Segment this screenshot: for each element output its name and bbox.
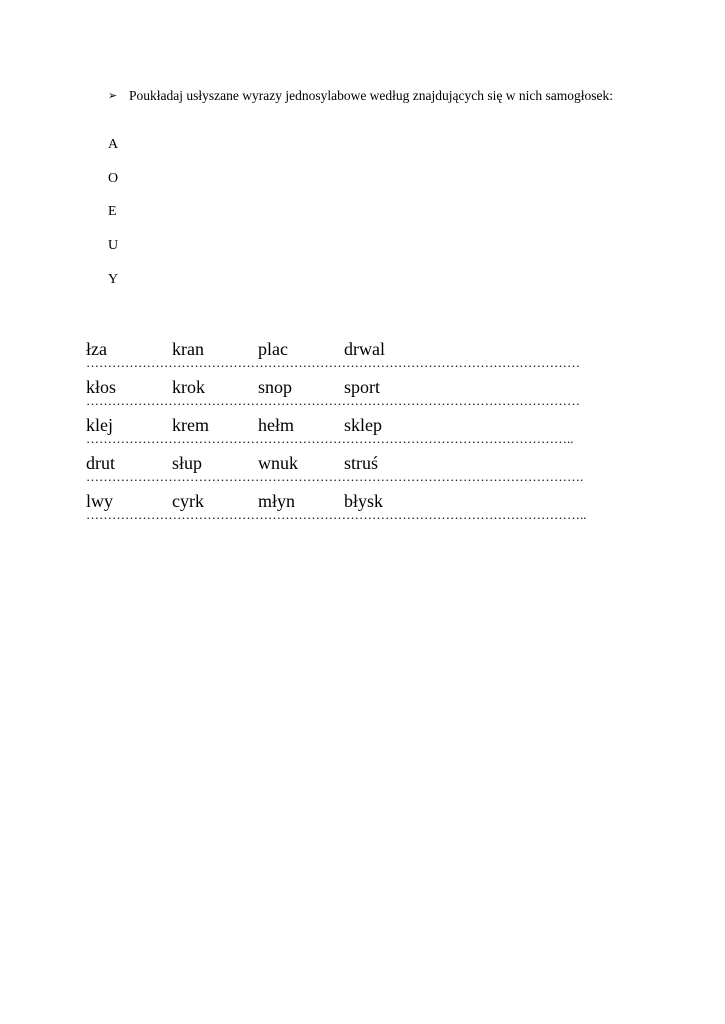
word: klej — [86, 415, 113, 435]
instruction — [108, 88, 639, 104]
word-row-2 — [86, 376, 646, 408]
answer-dotted-line: …………………………………………………………………………………………………… — [86, 393, 580, 408]
word-row-1 — [86, 338, 646, 370]
word: łza — [86, 339, 107, 359]
word: drwal — [344, 339, 385, 359]
answer-dotted-line: ……………………………………………………………………………………………………. — [86, 469, 584, 484]
word-row-4 — [86, 452, 646, 484]
word-row-5 — [86, 490, 646, 522]
word: krok — [172, 377, 205, 397]
word: wnuk — [258, 453, 298, 473]
vowel-u: U — [108, 238, 119, 253]
word: lwy — [86, 491, 113, 511]
word: błysk — [344, 491, 384, 511]
vowel-y: Y — [108, 272, 119, 287]
word: krem — [172, 415, 209, 435]
word: plac — [258, 339, 288, 359]
vowel-e: E — [108, 204, 117, 219]
answer-dotted-line: …………………………………………………………………………………………………….. — [86, 507, 587, 522]
word: snop — [258, 377, 293, 397]
instruction-text: Poukładaj usłyszane wyrazy jednosylabowe według znajdujących się w nich samogłosek: — [129, 88, 613, 103]
word: młyn — [258, 491, 296, 511]
word: sklep — [344, 415, 382, 435]
word: drut — [86, 453, 115, 473]
word: słup — [172, 453, 203, 473]
vowel-a: A — [108, 137, 119, 152]
word: hełm — [258, 415, 294, 435]
word: struś — [344, 453, 379, 473]
word-row-3 — [86, 414, 646, 446]
word: kran — [172, 339, 204, 359]
word: kłos — [86, 377, 117, 397]
word: cyrk — [172, 491, 204, 511]
vowel-o: O — [108, 171, 119, 186]
answer-dotted-line: …………………………………………………………………………………………………… — [86, 355, 580, 370]
arrow-bullet-icon: ➢ — [108, 90, 118, 102]
word: sport — [344, 377, 380, 397]
answer-dotted-line: ………………………………………………………………………………………………….. — [86, 431, 574, 446]
